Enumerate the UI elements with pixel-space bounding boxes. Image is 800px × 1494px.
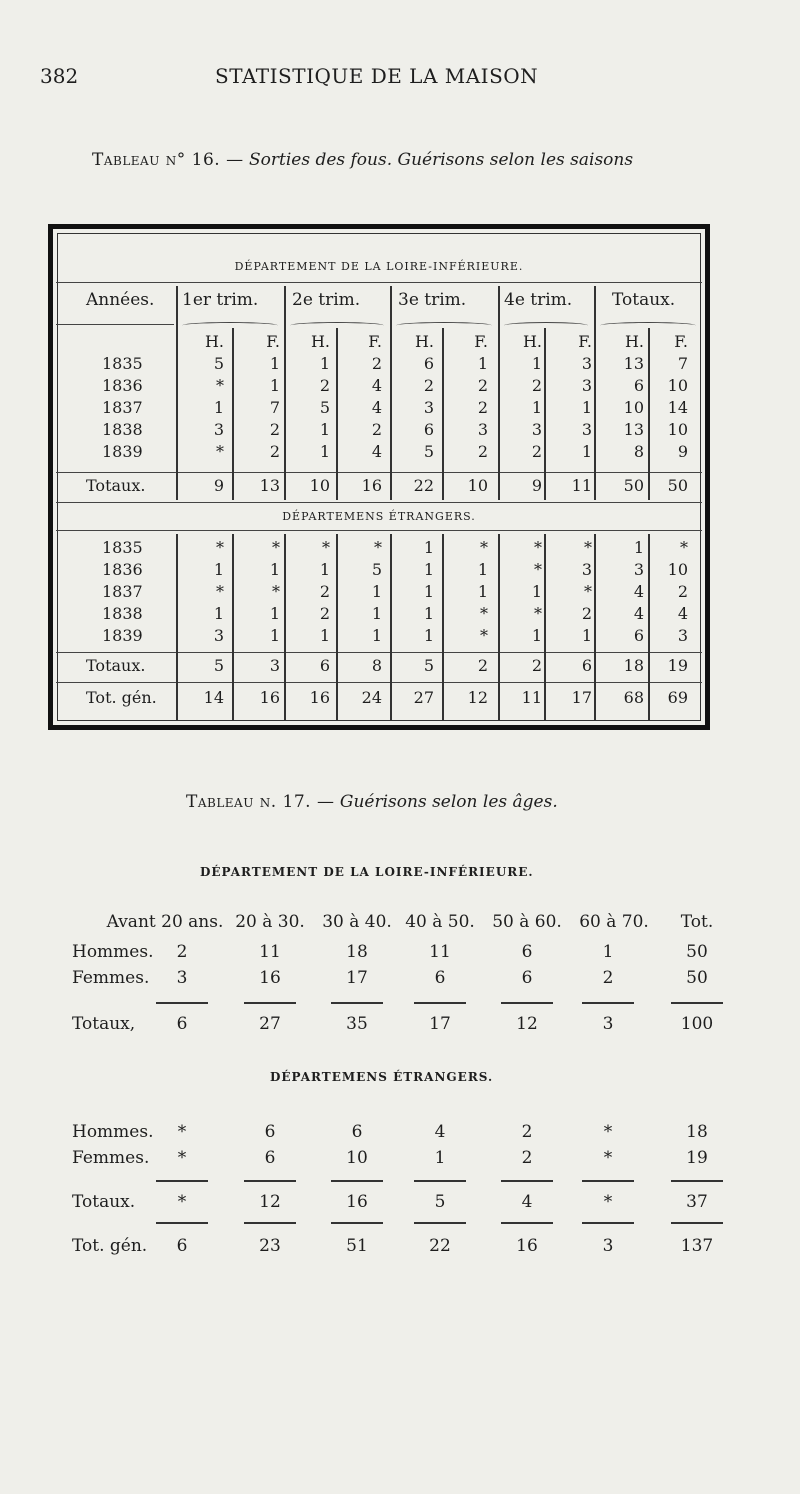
table17-rule [244, 1222, 296, 1224]
table16-foreign-row-cell: 1 [581, 626, 592, 645]
table16-loire-row-cell: 7 [269, 398, 280, 417]
table16-group-header: 1er trim. [182, 290, 259, 310]
table16-group-header: 4e trim. [504, 290, 573, 310]
table16-loire-row-cell: * [216, 376, 224, 395]
table16-loire-row-cell: 2 [371, 420, 382, 439]
table16-loire-row-cell: 1 [531, 398, 542, 417]
table16-vrule [390, 286, 392, 500]
table16-loire-total-cell: 50 [623, 476, 644, 495]
table17-rule [156, 1222, 208, 1224]
table16-foreign-row-cell: 6 [633, 626, 644, 645]
table16-foreign-row-cell: 1 [477, 582, 488, 601]
table16-loire-row-cell: 2 [531, 442, 542, 461]
table16-foreign-row-cell: 3 [581, 560, 592, 579]
table17-foreign-row-cell: * [603, 1122, 613, 1142]
table16-rule [56, 502, 702, 503]
table16-loire-row-cell: 1 [319, 354, 330, 373]
table17-loire-total-cell: 27 [259, 1014, 281, 1034]
table17-loire-total-cell: 6 [176, 1014, 188, 1034]
table17-foreign-total-cell: 12 [259, 1192, 281, 1212]
table16-foreign-row-year: 1838 [102, 604, 143, 623]
table17-grand-total-cell: 137 [680, 1236, 714, 1256]
table17-loire-total-cell: 17 [429, 1014, 451, 1034]
table17-grand-total-cell: 22 [429, 1236, 451, 1256]
table16-vrule [284, 286, 286, 500]
table17-rule [582, 1002, 634, 1004]
table17-column-header: 40 à 50. [405, 912, 475, 932]
table16-foreign-row-cell: * [322, 538, 330, 557]
table16-foreign-row-cell: * [534, 604, 542, 623]
table16-loire-total-cell: 10 [467, 476, 488, 495]
table16-subheader: F. [474, 332, 488, 351]
table17-loire-row-label: Hommes. [72, 942, 154, 962]
table17-loire-row-cell: 1 [602, 942, 614, 962]
table17-foreign-row-cell: 6 [264, 1148, 276, 1168]
table17-column-header: 60 à 70. [579, 912, 649, 932]
table17-rule [501, 1002, 553, 1004]
table17-column-header: 20 à 30. [235, 912, 305, 932]
table16-foreign-row-cell: * [216, 582, 224, 601]
table16-group-header: 2e trim. [292, 290, 361, 310]
table16-loire-row-cell: 2 [477, 376, 488, 395]
table16-grand-total-cell: 16 [259, 688, 280, 707]
table17-foreign-total-cell: 5 [434, 1192, 446, 1212]
table16-foreign-row-cell: 2 [581, 604, 592, 623]
table17-foreign-row-cell: 10 [346, 1148, 368, 1168]
table16-loire-row-cell: 3 [423, 398, 434, 417]
table16-foreign-row-cell: 4 [633, 582, 644, 601]
table16-loire-row-cell: 2 [371, 354, 382, 373]
table17-grand-total-label: Tot. gén. [72, 1236, 148, 1256]
table16-grand-total-cell: 17 [571, 688, 592, 707]
table17-loire-total-cell: 12 [516, 1014, 538, 1034]
table17-loire-row-cell: 50 [686, 942, 708, 962]
table17-rule [671, 1222, 723, 1224]
table17-foreign-row-cell: * [177, 1148, 187, 1168]
table16-foreign-row-cell: 1 [319, 626, 330, 645]
table17-rule [244, 1180, 296, 1182]
table16-loire-row-cell: 5 [213, 354, 224, 373]
table16-foreign-total-cell: 2 [477, 656, 488, 675]
table16-foreign-total-cell: 5 [213, 656, 224, 675]
table17-foreign-total-cell: 37 [686, 1192, 708, 1212]
table16-rule [56, 282, 702, 283]
table16-vrule [594, 286, 596, 500]
table16-loire-row-cell: 3 [581, 376, 592, 395]
table16-loire-row-cell: 3 [477, 420, 488, 439]
table16-loire-row-cell: 8 [633, 442, 644, 461]
table17-loire-row-cell: 3 [176, 968, 188, 988]
table16-vrule [544, 328, 546, 500]
table16-foreign-row-cell: * [584, 538, 592, 557]
table17-rule [582, 1180, 634, 1182]
table16-vrule [442, 328, 444, 500]
table17-foreign-total-label: Totaux. [72, 1192, 136, 1212]
table16-foreign-row-cell: * [272, 582, 280, 601]
table16-foreign-total-cell: 6 [581, 656, 592, 675]
table16-foreign-row-cell: 2 [319, 604, 330, 623]
table16-grand-total-cell: 16 [309, 688, 330, 707]
table16-loire-row-cell: 14 [667, 398, 688, 417]
table16-vrule [594, 534, 596, 720]
table16-vrule [648, 328, 650, 500]
table16-loire-row-cell: 6 [423, 420, 434, 439]
table17-grand-total-cell: 51 [346, 1236, 368, 1256]
table16-title [92, 150, 633, 170]
table17-rule [331, 1222, 383, 1224]
table16-years-header: Années. [86, 290, 155, 310]
table16-foreign-total-cell: 3 [269, 656, 280, 675]
table16-loire-row-cell: 10 [623, 398, 644, 417]
table17-foreign-row-cell: 19 [686, 1148, 708, 1168]
table16-loire-row-year: 1837 [102, 398, 143, 417]
table17-foreign-total-cell: * [177, 1192, 187, 1212]
table16-foreign-row-cell: * [480, 626, 488, 645]
table17-title [186, 792, 558, 812]
table17-column-header: Tot. [680, 912, 714, 932]
table17-foreign-total-cell: 16 [346, 1192, 368, 1212]
table16-loire-row-year: 1839 [102, 442, 143, 461]
table16-loire-row-cell: * [216, 442, 224, 461]
table17-loire-row-label: Femmes. [72, 968, 150, 988]
table17-loire-row-cell: 11 [259, 942, 281, 962]
table16-foreign-row-cell: 1 [371, 582, 382, 601]
table16-foreign-row-cell: 1 [269, 604, 280, 623]
table16-loire-row-cell: 1 [319, 442, 330, 461]
table16-foreign-row-cell: 4 [633, 604, 644, 623]
table16-loire-row-cell: 9 [677, 442, 688, 461]
table16-subheader: F. [578, 332, 592, 351]
table17-section-foreign: DÉPARTEMENS ÉTRANGERS. [270, 1070, 494, 1084]
table16-loire-row-cell: 1 [581, 442, 592, 461]
table17-foreign-row-cell: 2 [521, 1148, 533, 1168]
table16-foreign-total-cell: 5 [423, 656, 434, 675]
table16-foreign-row-cell: 1 [269, 560, 280, 579]
table16-loire-row-cell: 3 [581, 354, 592, 373]
table17-loire-row-cell: 50 [686, 968, 708, 988]
table16-label: Tableau n° 16. — [92, 150, 244, 170]
table16-grand-total-cell: 24 [361, 688, 382, 707]
table16-rule [56, 530, 702, 531]
table16-foreign-row-cell: 1 [423, 560, 434, 579]
table16-foreign-row-cell: * [680, 538, 688, 557]
table16 [52, 228, 706, 726]
table16-loire-row-cell: 6 [423, 354, 434, 373]
table16-foreign-row-cell: 3 [633, 560, 644, 579]
table16-foreign-row-cell: 2 [677, 582, 688, 601]
table16-foreign-row-cell: * [534, 538, 542, 557]
table16-vrule [498, 286, 500, 500]
table17-column-header: 50 à 60. [492, 912, 562, 932]
table16-loire-row-cell: 2 [269, 420, 280, 439]
table17-rule [414, 1180, 466, 1182]
table16-foreign-row-cell: 2 [319, 582, 330, 601]
table16-group-header: 3e trim. [398, 290, 467, 310]
table16-loire-total-cell: 50 [667, 476, 688, 495]
table16-foreign-row-cell: 1 [371, 604, 382, 623]
table16-loire-total-cell: 10 [309, 476, 330, 495]
table16-vrule [336, 534, 338, 720]
table16-loire-row-cell: 5 [319, 398, 330, 417]
table16-foreign-row-cell: 1 [423, 582, 434, 601]
table17-foreign-total-cell: * [603, 1192, 613, 1212]
table16-loire-total-cell: 9 [213, 476, 224, 495]
table16-loire-row-cell: 3 [581, 420, 592, 439]
table16-group-brace [182, 322, 278, 329]
table16-foreign-row-cell: * [584, 582, 592, 601]
table17-loire-total-cell: 35 [346, 1014, 368, 1034]
table16-foreign-total-label: Totaux. [86, 656, 146, 675]
table16-foreign-row-cell: 1 [423, 604, 434, 623]
table16-loire-row-cell: 7 [677, 354, 688, 373]
table16-loire-row-year: 1838 [102, 420, 143, 439]
table16-rule [56, 324, 174, 325]
table16-loire-total-label: Totaux. [86, 476, 146, 495]
table16-grand-total-cell: 14 [203, 688, 224, 707]
table16-loire-row-cell: 3 [213, 420, 224, 439]
table16-foreign-row-cell: 10 [667, 560, 688, 579]
table16-vrule [648, 534, 650, 720]
table16-vrule [232, 534, 234, 720]
table16-loire-row-cell: 4 [371, 376, 382, 395]
table16-grand-total-cell: 11 [521, 688, 542, 707]
table16-foreign-row-cell: 4 [677, 604, 688, 623]
table16-vrule [176, 534, 178, 720]
table17-rule [582, 1222, 634, 1224]
table16-foreign-row-cell: 1 [371, 626, 382, 645]
table16-loire-row-cell: 2 [319, 376, 330, 395]
table16-group-header: Totaux. [612, 290, 676, 310]
table16-foreign-row-cell: 1 [423, 538, 434, 557]
table16-vrule [336, 328, 338, 500]
table16-group-brace [504, 322, 588, 329]
table17-grand-total-cell: 16 [516, 1236, 538, 1256]
table16-foreign-row-cell: 3 [213, 626, 224, 645]
table17-rule [501, 1180, 553, 1182]
table17-rule [331, 1002, 383, 1004]
table16-foreign-row-year: 1835 [102, 538, 143, 557]
table16-foreign-row-cell: * [480, 604, 488, 623]
table17-loire-row-cell: 11 [429, 942, 451, 962]
table16-loire-row-year: 1835 [102, 354, 143, 373]
table16-loire-row-cell: 1 [581, 398, 592, 417]
table16-loire-row-cell: 1 [531, 354, 542, 373]
table17-foreign-row-label: Femmes. [72, 1148, 150, 1168]
table16-foreign-total-cell: 2 [531, 656, 542, 675]
page-number: 382 [40, 64, 79, 88]
table16-subheader: H. [624, 332, 644, 351]
table17-loire-row-cell: 17 [346, 968, 368, 988]
table16-vrule [442, 534, 444, 720]
table16-foreign-row-cell: 1 [319, 560, 330, 579]
table16-loire-row-cell: 4 [371, 398, 382, 417]
table16-foreign-row-cell: 1 [213, 604, 224, 623]
table16-subheader: H. [414, 332, 434, 351]
table16-rule [56, 472, 702, 473]
table17-column-header: 30 à 40. [322, 912, 392, 932]
table16-loire-row-cell: 5 [423, 442, 434, 461]
table17-loire-total-label: Totaux, [72, 1014, 136, 1034]
table17-foreign-row-cell: * [603, 1148, 613, 1168]
table16-loire-row-cell: 1 [213, 398, 224, 417]
table17-foreign-row-cell: 2 [521, 1122, 533, 1142]
table16-vrule [390, 534, 392, 720]
table16-rule [56, 682, 702, 683]
table17-foreign-row-cell: * [177, 1122, 187, 1142]
table16-foreign-row-year: 1837 [102, 582, 143, 601]
table17-foreign-row-cell: 6 [351, 1122, 363, 1142]
table16-loire-total-cell: 11 [571, 476, 592, 495]
table17-foreign-row-cell: 6 [264, 1122, 276, 1142]
table17-column-header: Avant 20 ans. [106, 912, 224, 932]
table17-loire-row-cell: 2 [176, 942, 188, 962]
table17-rule [671, 1180, 723, 1182]
table16-vrule [284, 534, 286, 720]
table16-loire-row-year: 1836 [102, 376, 143, 395]
table16-loire-row-cell: 1 [319, 420, 330, 439]
table16-loire-row-cell: 13 [623, 420, 644, 439]
table16-foreign-row-cell: * [480, 538, 488, 557]
table17-loire-row-cell: 16 [259, 968, 281, 988]
table16-foreign-row-cell: 3 [677, 626, 688, 645]
table16-grand-total-cell: 69 [667, 688, 688, 707]
table16-loire-row-cell: 2 [477, 442, 488, 461]
table16-grand-total-cell: 12 [467, 688, 488, 707]
table17-rule [244, 1002, 296, 1004]
table16-subheader: F. [266, 332, 280, 351]
table17-loire-total-cell: 100 [680, 1014, 714, 1034]
table16-vrule [498, 534, 500, 720]
table17-rule [331, 1180, 383, 1182]
table17-loire-row-cell: 6 [521, 968, 533, 988]
table16-foreign-row-year: 1836 [102, 560, 143, 579]
table16-loire-row-cell: 2 [531, 376, 542, 395]
table16-group-brace [396, 322, 492, 329]
table17-foreign-row-cell: 1 [434, 1148, 446, 1168]
table17-foreign-total-cell: 4 [521, 1192, 533, 1212]
table17-grand-total-cell: 6 [176, 1236, 188, 1256]
table16-loire-row-cell: 6 [633, 376, 644, 395]
table16-subheader: H. [204, 332, 224, 351]
table16-loire-row-cell: 2 [269, 442, 280, 461]
table17-loire-row-cell: 6 [521, 942, 533, 962]
table16-foreign-row-cell: 1 [213, 560, 224, 579]
table16-foreign-row-year: 1839 [102, 626, 143, 645]
table17-foreign-row-cell: 4 [434, 1122, 446, 1142]
table16-loire-total-cell: 16 [361, 476, 382, 495]
table16-foreign-row-cell: 1 [633, 538, 644, 557]
table16-foreign-total-cell: 18 [623, 656, 644, 675]
table16-loire-row-cell: 1 [269, 354, 280, 373]
table17-grand-total-cell: 3 [602, 1236, 614, 1256]
table16-loire-total-cell: 9 [531, 476, 542, 495]
table17-rule [671, 1002, 723, 1004]
table16-loire-row-cell: 1 [269, 376, 280, 395]
table16-rule [56, 652, 702, 653]
table16-loire-row-cell: 2 [423, 376, 434, 395]
table17-loire-row-cell: 18 [346, 942, 368, 962]
table16-foreign-row-cell: 1 [269, 626, 280, 645]
table17-loire-row-cell: 2 [602, 968, 614, 988]
table16-foreign-row-cell: 1 [531, 582, 542, 601]
table17-loire-total-cell: 3 [602, 1014, 614, 1034]
table16-caption: Sorties des fous. Guérisons selon les saisons [248, 150, 634, 170]
table17-loire-row-cell: 6 [434, 968, 446, 988]
table16-foreign-total-cell: 6 [319, 656, 330, 675]
table16-loire-row-cell: 10 [667, 420, 688, 439]
table17-section-loire: DÉPARTEMENT DE LA LOIRE-INFÉRIEURE. [200, 865, 534, 879]
table17-rule [501, 1222, 553, 1224]
table16-loire-row-cell: 4 [371, 442, 382, 461]
table16-subheader: H. [522, 332, 542, 351]
table16-loire-row-cell: 1 [477, 354, 488, 373]
table16-foreign-total-cell: 8 [371, 656, 382, 675]
table16-grand-total-label: Tot. gén. [86, 688, 157, 707]
table16-vrule [232, 328, 234, 500]
table16-section-loire: DÉPARTEMENT DE LA LOIRE-INFÉRIEURE. [234, 260, 524, 273]
table16-grand-total-cell: 27 [413, 688, 434, 707]
table16-vrule [544, 534, 546, 720]
table17-foreign-row-label: Hommes. [72, 1122, 154, 1142]
table16-loire-row-cell: 13 [623, 354, 644, 373]
table17-rule [414, 1002, 466, 1004]
table16-vrule [176, 286, 178, 500]
table16-loire-total-cell: 13 [259, 476, 280, 495]
table16-subheader: F. [368, 332, 382, 351]
table16-loire-row-cell: 10 [667, 376, 688, 395]
table17-rule [156, 1180, 208, 1182]
table16-subheader: H. [310, 332, 330, 351]
table16-foreign-total-cell: 19 [667, 656, 688, 675]
table16-loire-total-cell: 22 [413, 476, 434, 495]
table17-label: Tableau n. 17. — [186, 792, 335, 812]
table17-grand-total-cell: 23 [259, 1236, 281, 1256]
table17-rule [414, 1222, 466, 1224]
table16-subheader: F. [674, 332, 688, 351]
table16-foreign-row-cell: * [272, 538, 280, 557]
table16-grand-total-cell: 68 [623, 688, 644, 707]
table16-foreign-row-cell: * [216, 538, 224, 557]
table17-caption: Guérisons selon les âges. [339, 792, 558, 812]
table17-rule [156, 1002, 208, 1004]
table16-loire-row-cell: 2 [477, 398, 488, 417]
table16-foreign-row-cell: * [534, 560, 542, 579]
table16-section-foreign: DÉPARTEMENS ÉTRANGERS. [282, 510, 476, 523]
table16-foreign-row-cell: 1 [423, 626, 434, 645]
table16-loire-row-cell: 3 [531, 420, 542, 439]
table16-foreign-row-cell: 1 [531, 626, 542, 645]
table16-foreign-row-cell: 1 [477, 560, 488, 579]
table16-foreign-row-cell: * [374, 538, 382, 557]
table16-foreign-row-cell: 5 [371, 560, 382, 579]
table17-foreign-row-cell: 18 [686, 1122, 708, 1142]
running-title: STATISTIQUE DE LA MAISON [215, 64, 539, 88]
